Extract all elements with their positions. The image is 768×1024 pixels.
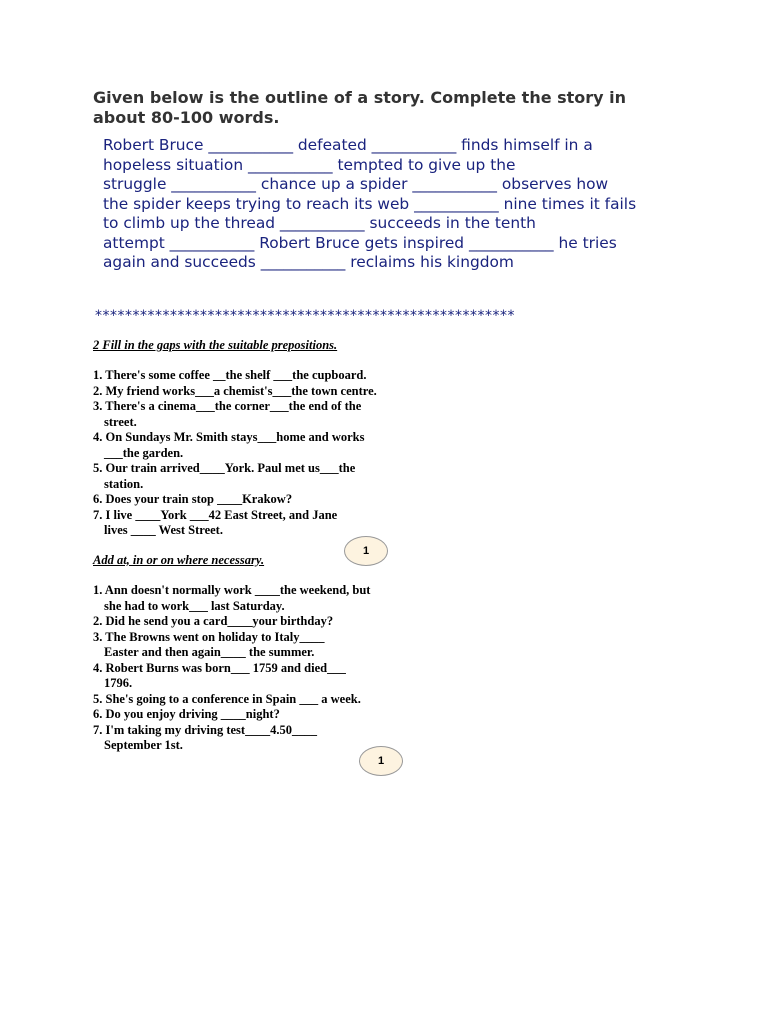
- section-1-list: [93, 368, 453, 539]
- score-badge: 1: [344, 536, 388, 566]
- exercise-line: 4. On Sundays Mr. Smith stays___home and works: [93, 430, 365, 444]
- exercise-line: she had to work___ last Saturday.: [104, 598, 285, 613]
- outline-line: hopeless situation ___________ tempted to give up the: [103, 155, 516, 174]
- task-heading: [93, 88, 693, 128]
- exercise-line: 1796.: [104, 676, 133, 690]
- story-outline: [103, 136, 723, 273]
- heading-line-2: about 80-100 words.: [93, 108, 280, 127]
- outline-line: to climb up the thread ___________ succeeds in the tenth: [103, 214, 536, 232]
- exercise-line: 2. My friend works___a chemist's___the town centre.: [93, 383, 377, 398]
- exercise-line: street.: [104, 414, 137, 429]
- exercise-line: 2. Did he send you a card____your birthday?: [93, 614, 334, 628]
- exercise-line: 6. Does your train stop ____Krakow?: [93, 492, 293, 506]
- outline-line: again and succeeds ___________ reclaims his kingdom: [103, 253, 514, 271]
- heading-line-1: Given below is the outline of a story. Complete the story in: [93, 88, 627, 107]
- section-2-title: Add at, in or on where necessary.: [93, 553, 265, 567]
- star-divider: ********************************************************: [95, 308, 515, 324]
- exercise-line: 3. The Browns went on holiday to Italy____: [93, 629, 325, 644]
- outline-line: Robert Bruce ___________ defeated ___________ finds himself in a: [103, 136, 593, 154]
- exercise-line: 5. Our train arrived____York. Paul met us___the: [93, 461, 356, 475]
- exercise-line: 6. Do you enjoy driving ____night?: [93, 707, 280, 721]
- exercise-line: 5. She's going to a conference in Spain ___ a week.: [93, 691, 361, 706]
- section-1-title: 2 Fill in the gaps with the suitable prepositions.: [93, 338, 338, 352]
- exercise-line: 1. Ann doesn't normally work ____the weekend, but: [93, 583, 371, 597]
- exercise-line: station.: [104, 476, 144, 491]
- exercise-line: 7. I live ____York ___42 East Street, and Jane: [93, 507, 338, 522]
- outline-line: struggle ___________ chance up a spider ___________ observes how: [103, 175, 609, 193]
- score-badge: 1: [359, 746, 403, 776]
- outline-line: the spider keeps trying to reach its web ___________ nine times it fails: [103, 194, 637, 213]
- exercise-line: 4. Robert Burns was born___ 1759 and died___: [93, 660, 346, 675]
- section-2-list: [93, 583, 453, 754]
- exercise-line: ___the garden.: [104, 445, 184, 460]
- exercise-line: 7. I'm taking my driving test____4.50____: [93, 722, 317, 737]
- exercise-line: 3. There's a cinema___the corner___the end of the: [93, 399, 362, 413]
- exercise-line: lives ____ West Street.: [104, 523, 223, 537]
- exercise-line: Easter and then again____ the summer.: [104, 645, 315, 659]
- outline-line: attempt ___________ Robert Bruce gets inspired ___________ he tries: [103, 233, 617, 252]
- exercise-line: 1. There's some coffee __the shelf ___the cupboard.: [93, 368, 367, 382]
- exercise-line: September 1st.: [104, 738, 183, 752]
